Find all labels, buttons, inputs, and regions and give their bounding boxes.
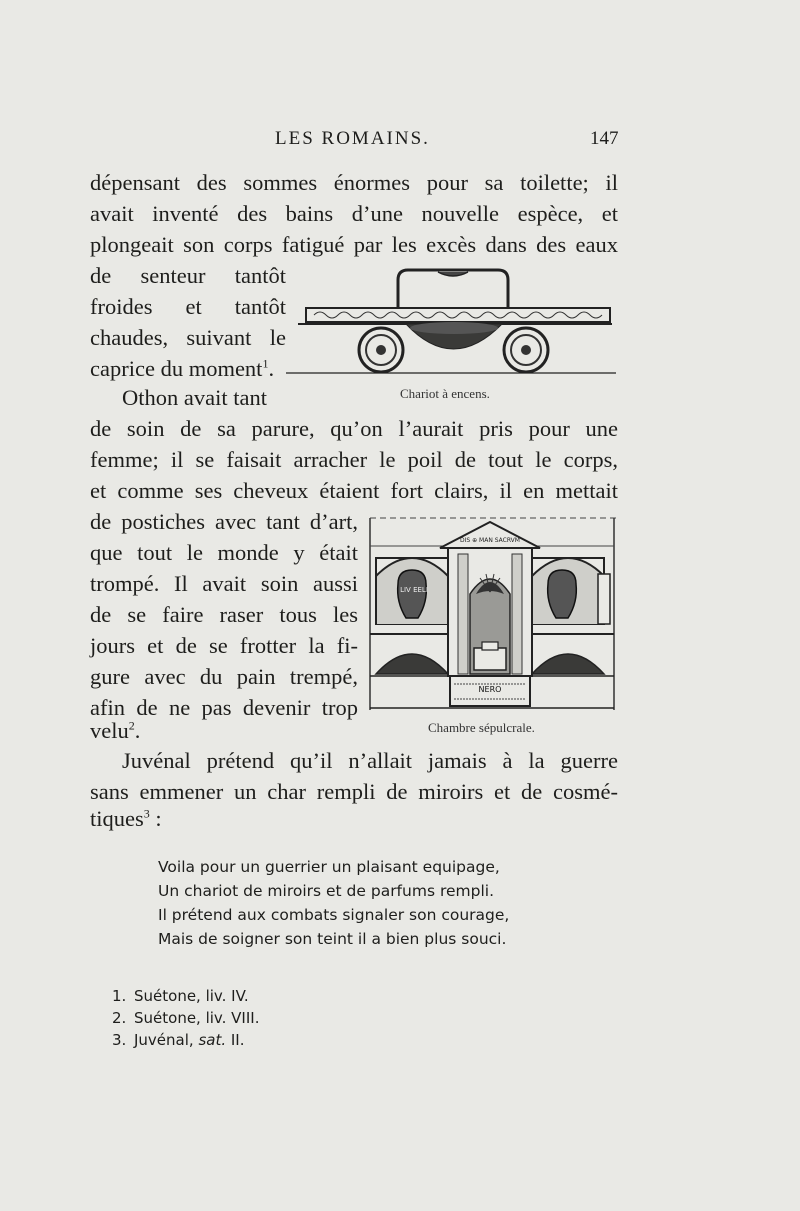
verse-line: Il prétend aux combats signaler son courage, [158, 906, 510, 924]
text-line: gure avec du pain trempé, [90, 664, 358, 689]
text-fragment: velu [90, 718, 129, 743]
footnote-text: Suétone, liv. VIII. [134, 1009, 260, 1027]
figure-caption: Chambre sépulcrale. [428, 720, 535, 735]
tomb-inscription: NERO [478, 685, 502, 694]
verse-line: Mais de soigner son teint il a bien plus souci. [158, 930, 507, 948]
chariot-illustration [286, 258, 616, 382]
text-line: de postiches avec tant d’art, [90, 509, 358, 534]
chamber-drawing [362, 514, 618, 712]
footnote-number: 2. [112, 1009, 127, 1027]
text-fragment: : [149, 806, 162, 831]
text-line: dépensant des sommes énormes pour sa toilette; il [90, 170, 618, 195]
running-title: LES ROMAINS. [275, 128, 430, 149]
text-line: et comme ses cheveux étaient fort clairs, il en mettait [90, 478, 618, 503]
text-line: avait inventé des bains d’une nouvelle espèce, et [90, 201, 618, 226]
footnote-text: Juvénal, [134, 1031, 199, 1049]
text-fragment: tiques [90, 806, 144, 831]
footnote-number: 1. [112, 987, 127, 1005]
text-line: de se faire raser tous les [90, 602, 358, 627]
footnote-number: 3. [112, 1031, 127, 1049]
page-header [0, 128, 800, 158]
text-line: Othon avait tant [122, 385, 267, 410]
text-line: chaudes, suivant le [90, 325, 286, 350]
text-fragment: . [268, 356, 275, 381]
verse-line: Un chariot de miroirs et de parfums rempli. [158, 882, 494, 900]
urn-inscription: LIV EELI [400, 586, 428, 594]
footnote [112, 1007, 259, 1029]
footnote-italic: sat. [198, 1031, 227, 1049]
text-fragment: . [134, 718, 141, 743]
chariot-drawing [286, 258, 616, 382]
text-fragment: caprice du moment [90, 356, 263, 381]
text-line: trompé. Il avait soin aussi [90, 571, 358, 596]
text-line: froides et tantôt [90, 294, 286, 319]
footnote-ref: 3 [143, 806, 150, 821]
text-line: femme; il se faisait arracher le poil de tout le corps, [90, 447, 618, 472]
text-line: de senteur tantôt [90, 263, 286, 288]
pediment-inscription: DIS ⊕ MAN SACRVM [460, 537, 520, 544]
footnote-text: Suétone, liv. IV. [134, 987, 249, 1005]
text-line: plongeait son corps fatigué par les excès dans des eaux [90, 232, 618, 257]
text-line: jours et de se frotter la fi- [90, 633, 358, 658]
footnote-ref: 2 [128, 718, 135, 733]
text-line [90, 716, 140, 746]
text-line: sans emmener un char rempli de miroirs et de cosmé- [90, 779, 618, 804]
footnote [112, 1029, 245, 1051]
text-line: Juvénal prétend qu’il n’allait jamais à la guerre [122, 748, 618, 773]
footnote-text-rest: II. [226, 1031, 245, 1049]
page-number: 147 [590, 128, 619, 149]
figure-caption: Chariot à encens. [400, 386, 490, 401]
text-line [90, 804, 162, 834]
text-line: que tout le monde y était [90, 540, 358, 565]
footnote [112, 985, 249, 1007]
text-line: de soin de sa parure, qu’on l’aurait pris pour une [90, 416, 618, 441]
sepulchral-chamber-illustration [362, 514, 618, 712]
text-line [90, 354, 274, 384]
footnote-ref: 1 [262, 356, 269, 371]
verse-line: Voila pour un guerrier un plaisant equipage, [158, 858, 500, 876]
text-line: afin de ne pas devenir trop [90, 695, 358, 720]
